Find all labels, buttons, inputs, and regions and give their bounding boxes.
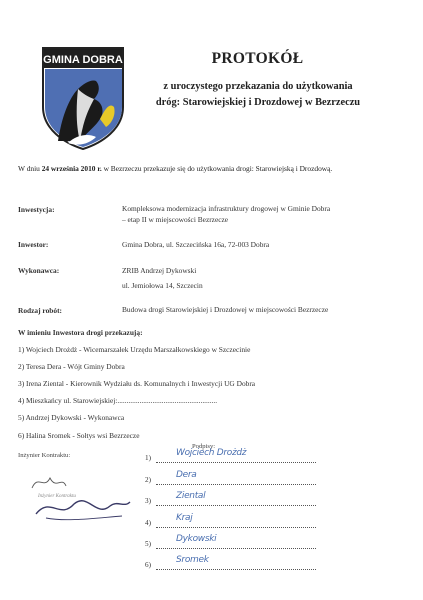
handover-heading: W imieniu Inwestora drogi przekazują:: [18, 328, 143, 337]
list-item: 2) Teresa Dera - Wójt Gminy Dobra: [18, 362, 125, 371]
signature-line: [156, 527, 316, 528]
engineer-label: Inżynier Kontraktu:: [18, 452, 71, 459]
intro-paragraph: [18, 164, 408, 173]
signature-1: Wojciech Drożdż: [176, 448, 247, 458]
investor-value: Gmina Dobra, ul. Szczecińska 16a, 72-003 Dobra: [122, 240, 270, 249]
signature-6: Sromek: [176, 555, 209, 565]
contractor-line2: ul. Jemiołowa 14, Szczecin: [122, 281, 203, 290]
signatures-label: Podpisy:: [192, 443, 216, 450]
signature-line: [156, 569, 316, 570]
list-item: 4) Mieszkańcy ul. Starowiejskiej:......................................................: [18, 396, 218, 405]
signature-number: 2): [145, 476, 151, 484]
intro-rest: w Bezrzeczu przekazuje się do użytkowania drogi: Starowiejską i Drozdową.: [101, 164, 333, 173]
signature-number: 6): [145, 561, 151, 569]
signature-number: 1): [145, 454, 151, 462]
gmina-dobra-crest: [40, 45, 126, 151]
signature-3: Ziental: [176, 491, 206, 501]
signature-5: Dykowski: [176, 534, 217, 544]
signature-2: Dera: [176, 470, 197, 480]
contractor-label: Wykonawca:: [18, 266, 60, 275]
signature-line: [156, 484, 316, 485]
list-item: 1) Wojciech Drożdż - Wicemarszałek Urzędu Marszałkowskiego w Szczecinie: [18, 345, 251, 354]
list-item: 6) Halina Sromek - Sołtys wsi Bezrzecze: [18, 431, 140, 440]
engineer-stamp-text: Inżynier Kontraktu: [38, 494, 76, 499]
intro-prefix: W dniu: [18, 164, 42, 173]
investment-label: Inwestycja:: [18, 205, 55, 214]
list-item: 3) Irena Ziental - Kierownik Wydziału ds. Komunalnych i Inwestycji UG Dobra: [18, 379, 256, 388]
document-subtitle-line2: dróg: Starowiejskiej i Drozdowej w Bezrzeczu: [155, 97, 361, 108]
investor-label: Inwestor:: [18, 240, 49, 249]
signature-number: 4): [145, 519, 151, 527]
signature-line: [156, 505, 316, 506]
list-item: 5) Andrzej Dykowski - Wykonawca: [18, 413, 125, 422]
crest-text: GMINA DOBRA: [43, 54, 123, 66]
investment-line2: – etap II w miejscowości Bezrzecze: [122, 215, 229, 224]
contractor-line1: ZRIB Andrzej Dykowski: [122, 266, 197, 275]
works-value: Budowa drogi Starowiejskiej i Drozdowej w miejscowości Bezrzecze: [122, 305, 329, 314]
signature-number: 5): [145, 540, 151, 548]
document-title: PROTOKÓŁ: [211, 50, 304, 67]
works-label: Rodzaj robót:: [18, 306, 62, 315]
signature-number: 3): [145, 497, 151, 505]
signature-line: [156, 462, 316, 463]
signature-4: Kraj: [176, 513, 193, 523]
document-subtitle-line1: z uroczystego przekazania do użytkowania: [163, 81, 353, 92]
signature-line: [156, 548, 316, 549]
investment-line1: Kompleksowa modernizacja infrastruktury drogowej w Gminie Dobra: [122, 204, 331, 213]
intro-date: 24 września 2010 r.: [41, 164, 102, 173]
